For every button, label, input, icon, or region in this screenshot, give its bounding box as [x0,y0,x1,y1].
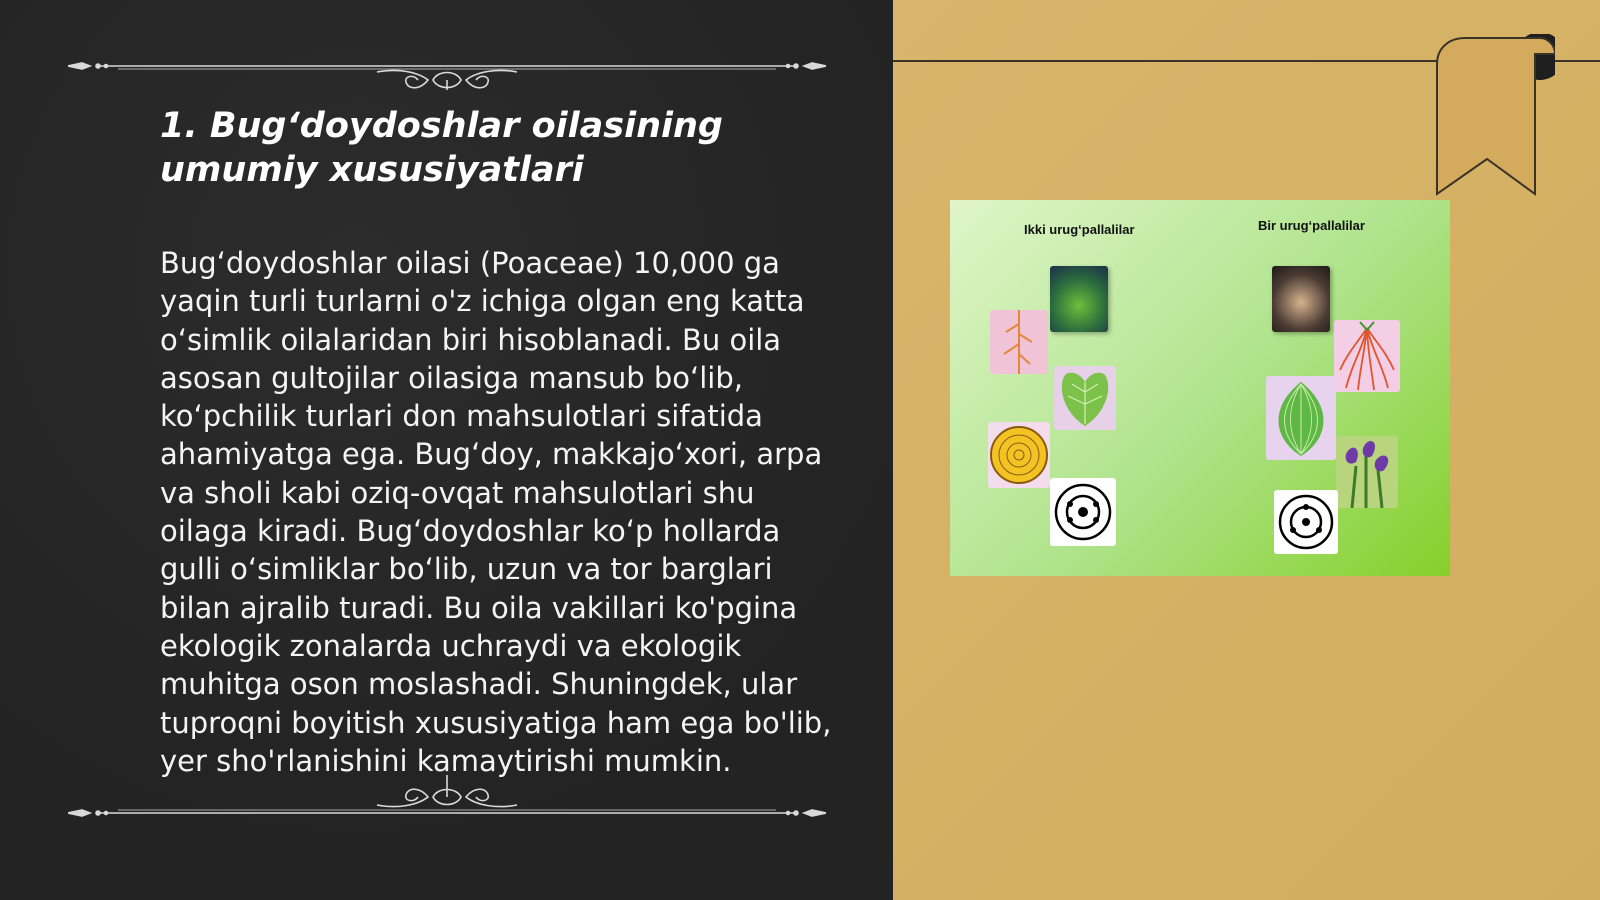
bookmark-icon [1435,34,1555,199]
parallel-vein-leaf-icon [1266,376,1336,460]
sprout-icon [1050,266,1108,332]
slide-title: 1. Bug‘doydoshlar oilasining umumiy xususiyatlari [160,106,723,190]
taproot-icon [990,310,1048,374]
iris-flower-icon [1336,436,1398,508]
slide-body-text: Bug‘doydoshlar oilasi (Poaceae) 10,000 ga yaqin turli turlarni o'z ichiga olgan eng katta o‘simlik oilalaridan biri hisoblanadi. Bu oila asosan gultojilar oilasiga mansub bo‘lib, ko‘pchilik turlari don mahsulotlari sifatida ahamiyatga ega. Bug‘doy, makkajo‘xori, arpa va sholi kabi oziq-ovqat mahsulotlari shu oilaga kiradi. Bug‘doydoshlar ko‘p hollarda gulli o‘simliklar bo‘lib, uzun va tor barglari bilan ajralib turadi. Bu oila vakillari ko'pgina ekologik zonalarda uchraydi va ekologik muhitga oson moslashadi. Shuningdek, ular tuproqni boyitish xususiyatiga ham ega bo'lib, yer sho'rlanishini kamaytirishi mumkin. [160,246,832,778]
fibrous-root-icon [1334,320,1400,392]
sprout-icon [1272,266,1330,332]
flower-diagram-icon [1050,478,1116,546]
stem-rings-icon [988,422,1050,488]
net-vein-leaf-icon [1054,366,1116,430]
plant-comparison-image [950,200,1450,576]
left-column-label: Ikki urug‘pallalilar [1024,222,1135,237]
right-column-label: Bir urug‘pallalilar [1258,218,1365,233]
flower-diagram-icon [1274,490,1338,554]
bottom-ornament-icon [68,775,826,825]
top-ornament-icon [68,40,826,90]
